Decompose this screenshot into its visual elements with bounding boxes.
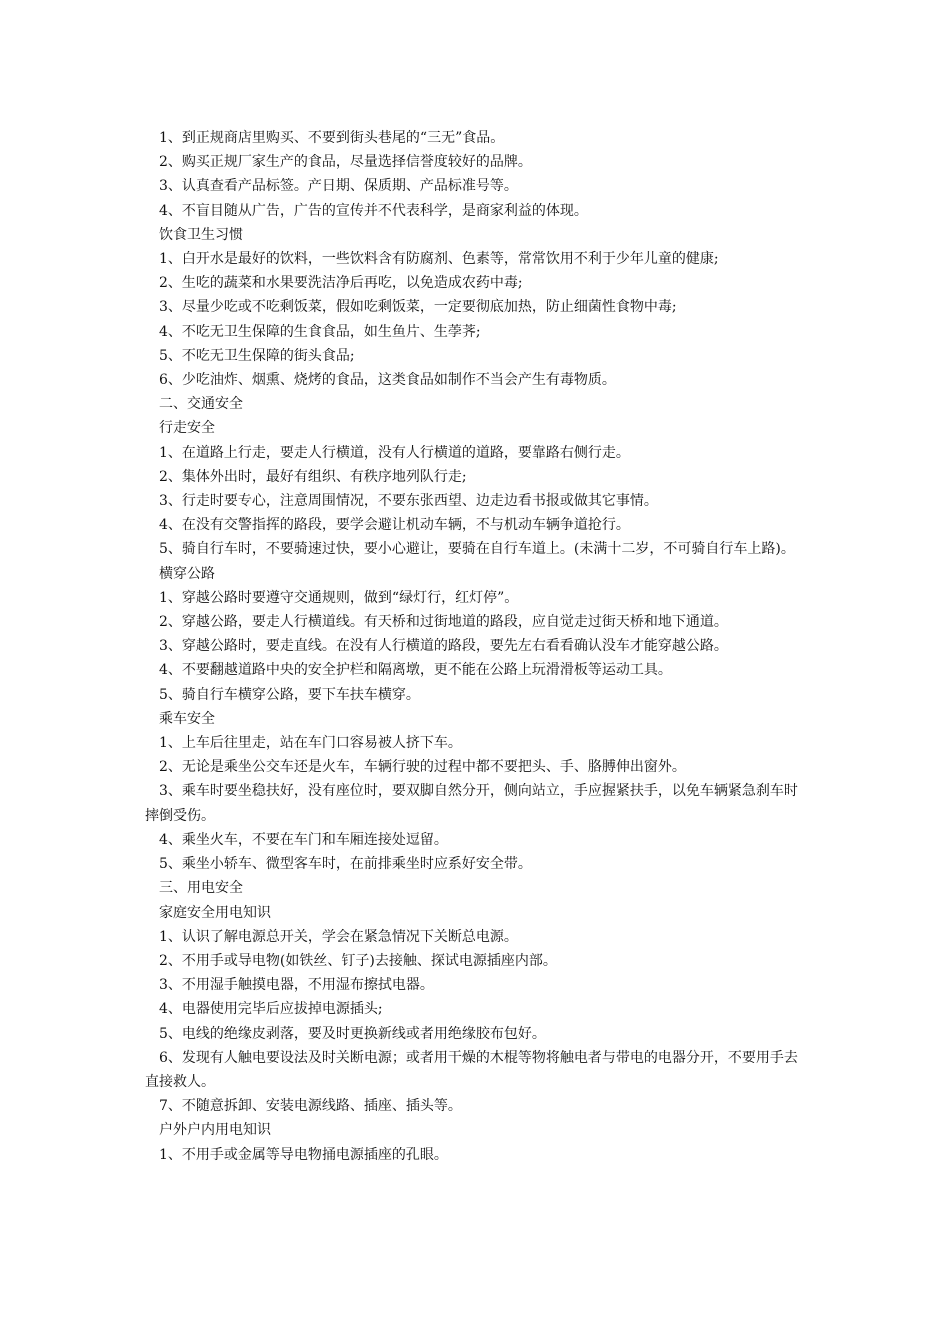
- document-body: [145, 126, 810, 1167]
- list-item: 4、不盲目随从广告，广告的宣传并不代表科学，是商家利益的体现。: [159, 202, 588, 219]
- list-item: 4、不要翻越道路中央的安全护栏和隔离墩，更不能在公路上玩滑滑板等运动工具。: [159, 662, 672, 679]
- subsection-heading: 户外户内用电知识: [159, 1122, 271, 1139]
- list-item: 1、白开水是最好的饮料，一些饮料含有防腐剂、色素等，常常饮用不利于少年儿童的健康;: [159, 251, 719, 268]
- list-item: 3、乘车时要坐稳扶好，没有座位时，要双脚自然分开，侧向站立，手应握紧扶手，以免车辆紧急刹车时摔倒受伤。: [145, 783, 798, 824]
- subsection-heading: 乘车安全: [159, 710, 215, 727]
- list-item: 3、穿越公路时，要走直线。在没有人行横道的路段，要先左右看看确认没车才能穿越公路。: [159, 638, 728, 655]
- list-item: 4、在没有交警指挥的路段，要学会避让机动车辆，不与机动车辆争道抢行。: [159, 517, 630, 534]
- subsection-heading: 家庭安全用电知识: [159, 904, 271, 921]
- subsection-heading: 行走安全: [159, 420, 215, 437]
- list-item: 3、尽量少吃或不吃剩饭菜，假如吃剩饭菜，一定要彻底加热，防止细菌性食物中毒;: [159, 299, 677, 316]
- list-item: 1、到正规商店里购买、不要到街头巷尾的“三无”食品。: [159, 130, 505, 146]
- list-item: 4、不吃无卫生保障的生食食品，如生鱼片、生荸荠;: [159, 323, 481, 340]
- list-item: 5、不吃无卫生保障的街头食品;: [159, 347, 355, 364]
- list-item: 3、不用湿手触摸电器，不用湿布擦拭电器。: [159, 977, 434, 994]
- list-item: 1、在道路上行走，要走人行横道，没有人行横道的道路，要靠路右侧行走。: [159, 444, 630, 461]
- list-item: 1、认识了解电源总开关，学会在紧急情况下关断总电源。: [159, 928, 518, 945]
- list-item: 1、上车后往里走，站在车门口容易被人挤下车。: [159, 735, 462, 752]
- list-item: 2、穿越公路，要走人行横道线。有天桥和过街地道的路段，应自觉走过街天桥和地下通道。: [159, 614, 728, 631]
- list-item: 5、骑自行车时，不要骑速过快，要小心避让，要骑在自行车道上。(未满十二岁，不可骑自行车上路)。: [159, 541, 795, 558]
- list-item: 1、穿越公路时要遵守交通规则，做到“绿灯行，红灯停”。: [159, 589, 519, 606]
- list-item: 6、少吃油炸、烟熏、烧烤的食品，这类食品如制作不当会产生有毒物质。: [159, 372, 616, 389]
- subsection-heading: 饮食卫生习惯: [159, 226, 243, 243]
- list-item: 3、认真查看产品标签。产日期、保质期、产品标准号等。: [159, 178, 518, 195]
- list-item: 4、乘坐火车，不要在车门和车厢连接处逗留。: [159, 831, 448, 848]
- list-item: 2、集体外出时，最好有组织、有秩序地列队行走;: [159, 468, 467, 485]
- section-heading: 三、用电安全: [159, 880, 243, 897]
- list-item: 2、不用手或导电物(如铁丝、钉子)去接触、探试电源插座内部。: [159, 952, 557, 969]
- list-item: 7、不随意拆卸、安装电源线路、插座、插头等。: [159, 1098, 462, 1115]
- list-item: 2、无论是乘坐公交车还是火车，车辆行驶的过程中都不要把头、手、胳膊伸出窗外。: [159, 759, 686, 776]
- list-item: 5、乘坐小轿车、微型客车时，在前排乘坐时应系好安全带。: [159, 856, 532, 873]
- subsection-heading: 横穿公路: [159, 565, 215, 582]
- list-item: 2、生吃的蔬菜和水果要洗洁净后再吃，以免造成农药中毒;: [159, 275, 523, 292]
- list-item: 2、购买正规厂家生产的食品，尽量选择信誉度较好的品牌。: [159, 154, 532, 171]
- list-item: 1、不用手或金属等导电物捅电源插座的孔眼。: [159, 1146, 448, 1163]
- list-item: 4、电器使用完毕后应拔掉电源插头;: [159, 1001, 383, 1018]
- list-item: 3、行走时要专心，注意周围情况，不要东张西望、边走边看书报或做其它事情。: [159, 493, 658, 510]
- list-item: 5、电线的绝缘皮剥落，要及时更换新线或者用绝缘胶布包好。: [159, 1025, 546, 1042]
- list-item: 5、骑自行车横穿公路，要下车扶车横穿。: [159, 686, 420, 703]
- list-item: 6、发现有人触电要设法及时关断电源；或者用干燥的木棍等物将触电者与带电的电器分开，不要用手去直接救人。: [145, 1049, 798, 1090]
- section-heading: 二、交通安全: [159, 396, 243, 413]
